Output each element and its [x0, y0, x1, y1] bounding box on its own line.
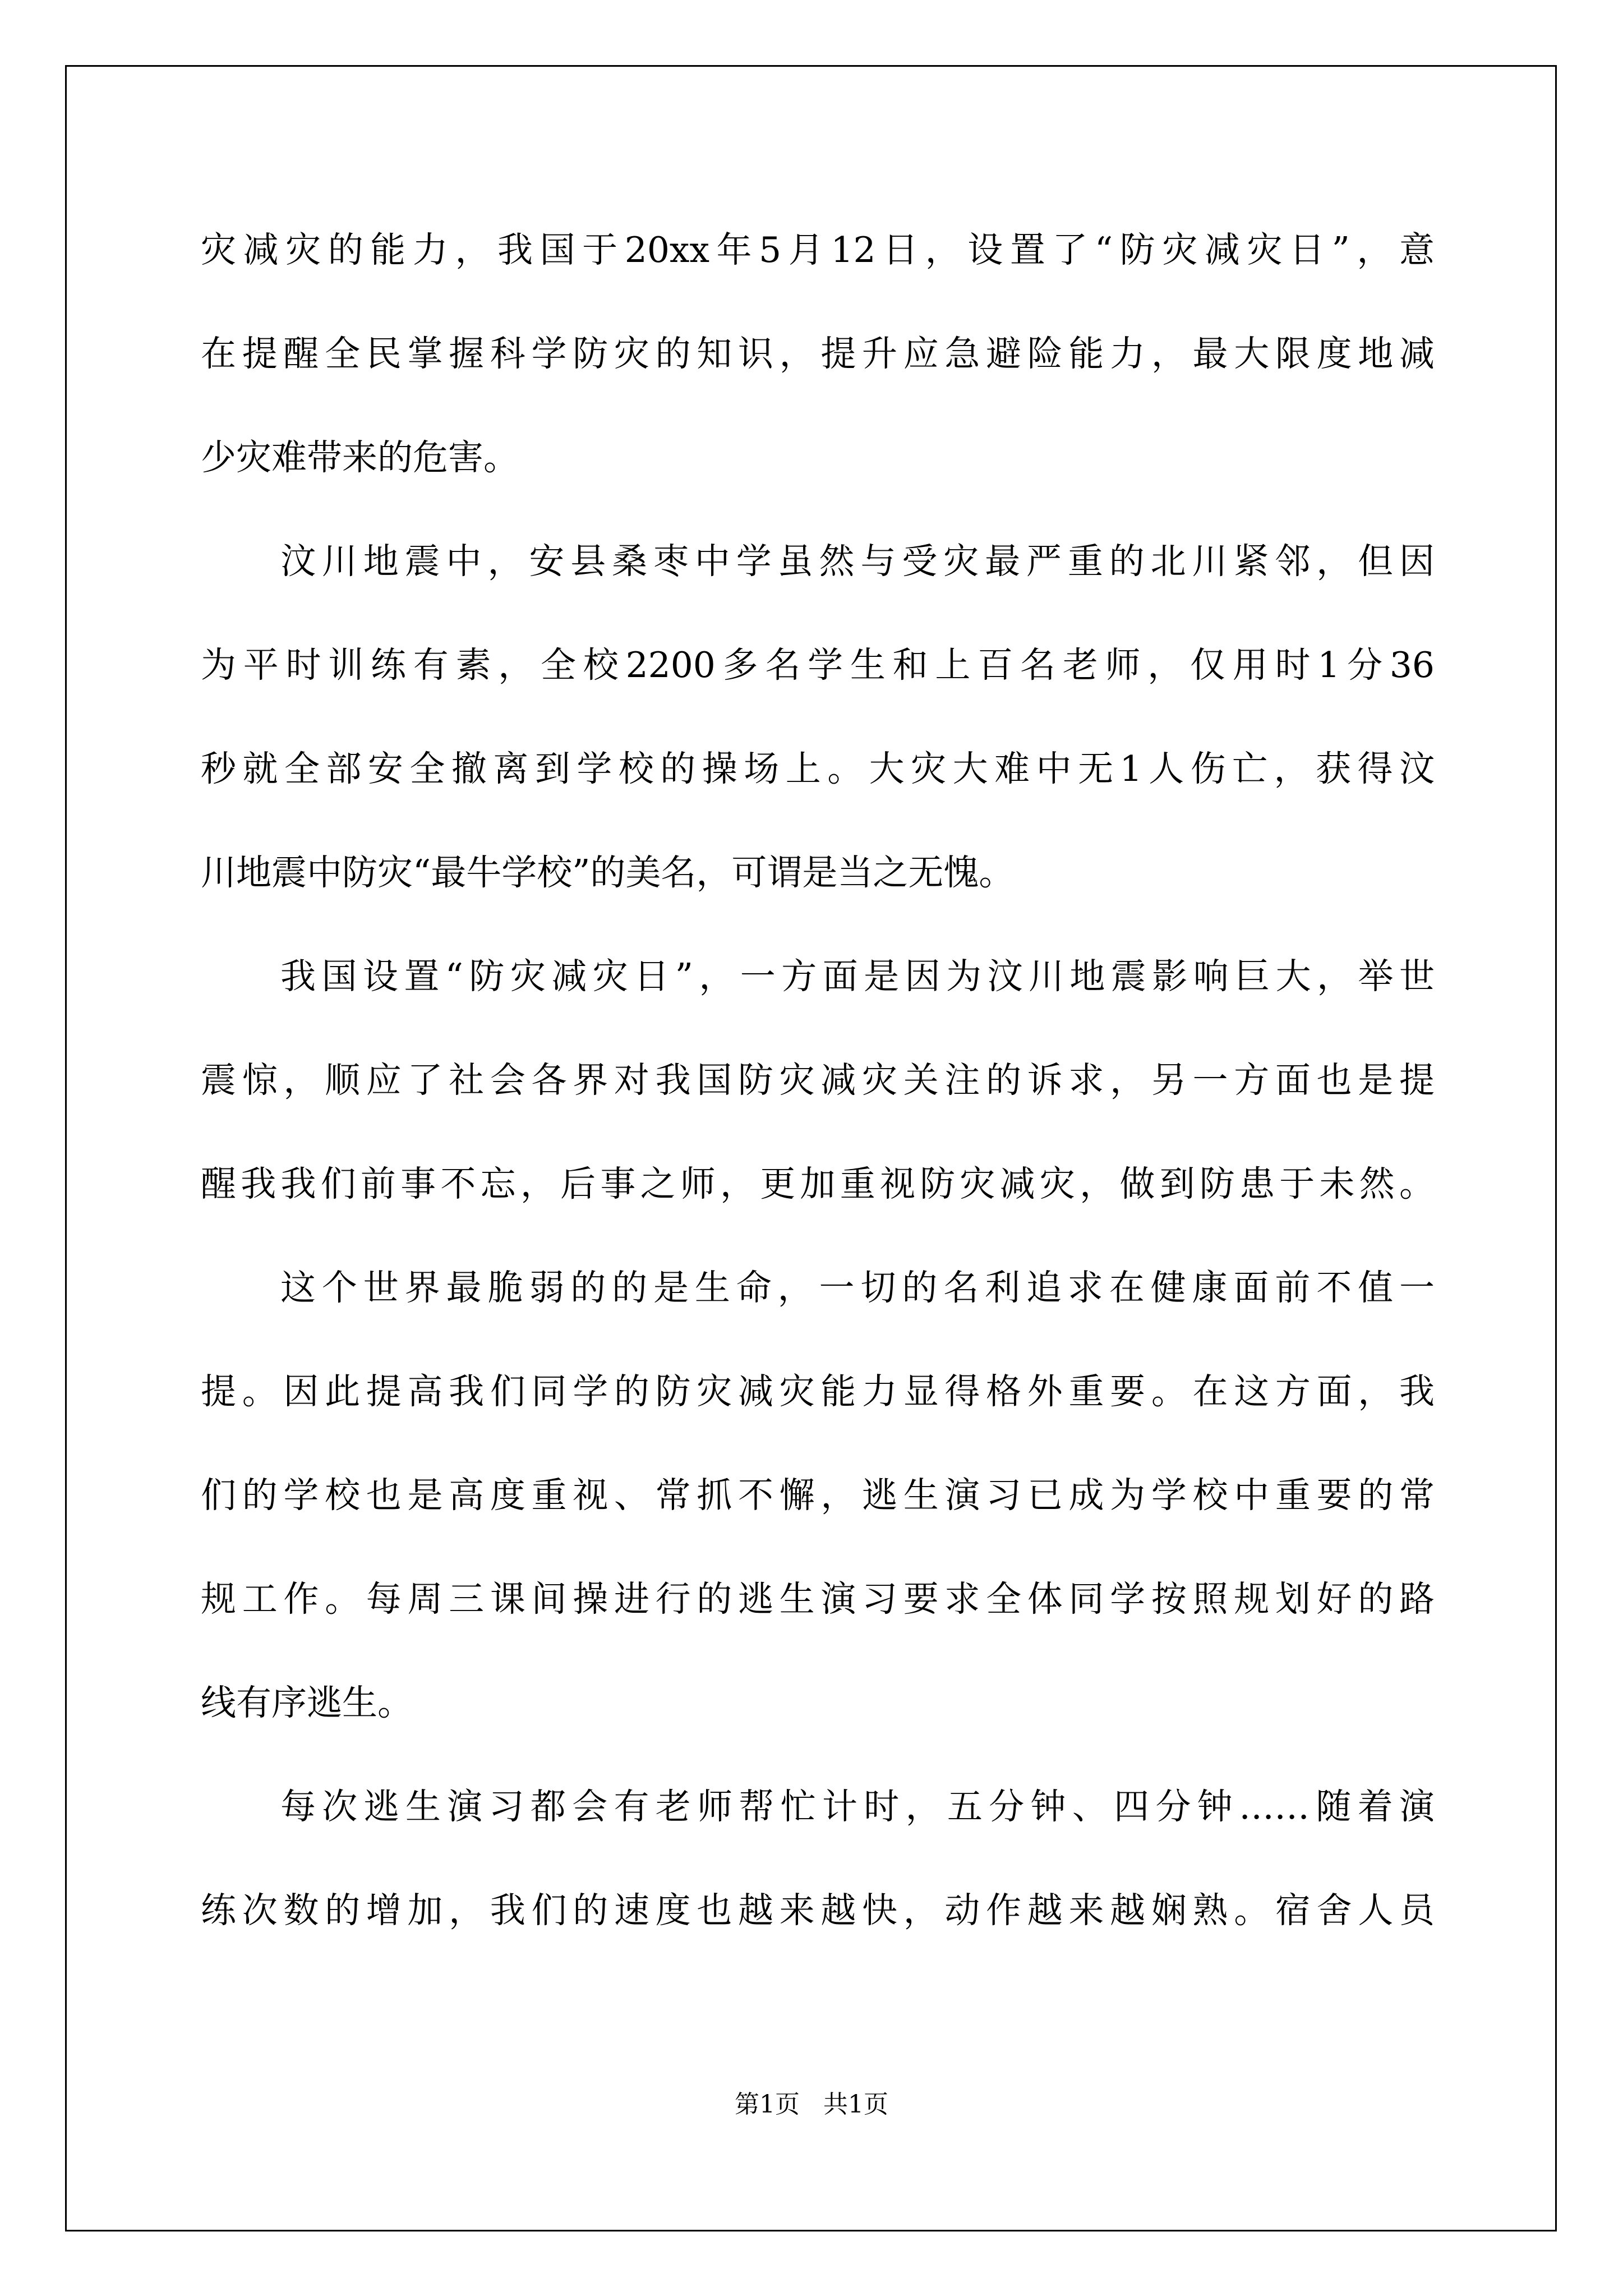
text-line: 练次数的增加，我们的速度也越来越快，动作越来越娴熟。宿舍人员 [201, 1890, 1435, 1931]
text-line: 们的学校也是高度重视、常抓不懈，逃生演习已成为学校中重要的常 [201, 1475, 1435, 1516]
text-line: 醒我我们前事不忘，后事之师，更加重视防灾减灾，做到防患于未然。 [201, 1163, 1435, 1204]
text-line: 少灾难带来的危害。 [201, 437, 519, 478]
text-line: 灾减灾的能力，我国于20xx年5月12日，设置了“防灾减灾日”，意 [201, 229, 1435, 270]
paragraph-first-line: 这个世界最脆弱的的是生命，一切的名利追求在健康面前不值一 [280, 1267, 1435, 1308]
text-line: 为平时训练有素，全校2200多名学生和上百名老师，仅用时1分36 [201, 645, 1435, 685]
text-line: 在提醒全民掌握科学防灾的知识，提升应急避险能力，最大限度地减 [201, 333, 1435, 374]
text-line: 川地震中防灾“最牛学校”的美名，可谓是当之无愧。 [201, 852, 1015, 893]
text-line: 线有序逃生。 [201, 1682, 413, 1723]
page-footer: 第1页 共1页 [735, 2090, 888, 2119]
paragraph-first-line: 每次逃生演习都会有老师帮忙计时，五分钟、四分钟……随着演 [280, 1786, 1435, 1827]
text-line: 秒就全部安全撤离到学校的操场上。大灾大难中无1人伤亡，获得汶 [201, 748, 1435, 789]
text-line: 规工作。每周三课间操进行的逃生演习要求全体同学按照规划好的路 [201, 1579, 1435, 1619]
text-line: 提。因此提高我们同学的防灾减灾能力显得格外重要。在这方面，我 [201, 1371, 1435, 1412]
paragraph-first-line: 汶川地震中，安县桑枣中学虽然与受灾最严重的北川紧邻，但因 [280, 541, 1435, 582]
paragraph-first-line: 我国设置“防灾减灾日”，一方面是因为汶川地震影响巨大，举世 [280, 956, 1435, 997]
text-line: 震惊，顺应了社会各界对我国防灾减灾关注的诉求，另一方面也是提 [201, 1060, 1435, 1101]
